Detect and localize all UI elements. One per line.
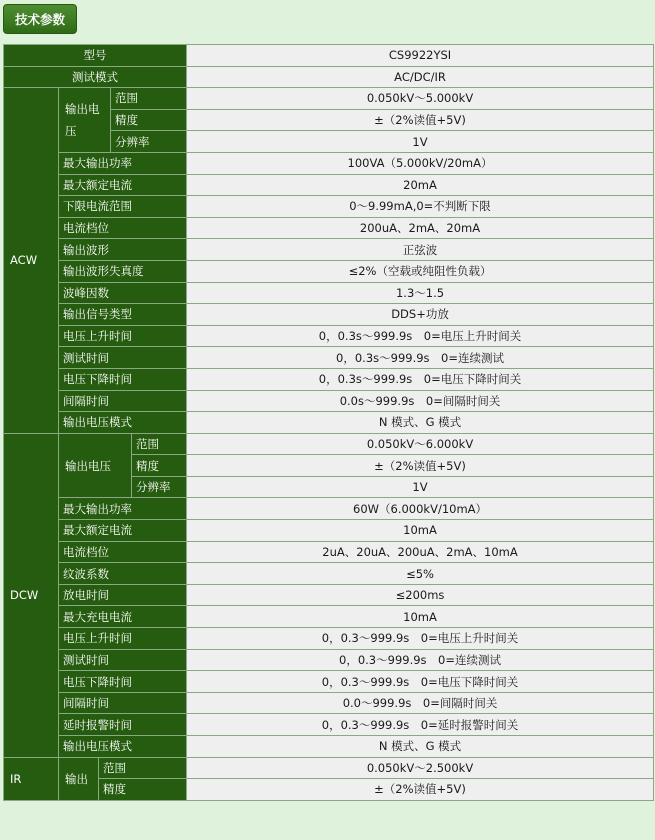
table-row bbox=[4, 282, 654, 304]
dcw-row-label: 延时报警时间 bbox=[59, 714, 187, 736]
acw-row-value: 正弦波 bbox=[187, 239, 654, 261]
dcw-row-value: 0，0.3～999.9s 0=连续测试 bbox=[187, 649, 654, 671]
table-row bbox=[4, 66, 654, 88]
table-row bbox=[4, 498, 654, 520]
table-row bbox=[4, 779, 654, 801]
acw-row-label: 输出波形 bbox=[59, 239, 187, 261]
table-row bbox=[4, 347, 654, 369]
table-row bbox=[4, 671, 654, 693]
model-label: 型号 bbox=[4, 45, 187, 67]
acw-row-label: 最大输出功率 bbox=[59, 152, 187, 174]
acw-row-value: 0～9.99mA,0=不判断下限 bbox=[187, 196, 654, 218]
dcw-row-value: N 模式、G 模式 bbox=[187, 736, 654, 758]
table-row bbox=[4, 520, 654, 542]
acw-row-value: DDS+功放 bbox=[187, 304, 654, 326]
acw-row-value: 20mA bbox=[187, 174, 654, 196]
acw-row-label: 测试时间 bbox=[59, 347, 187, 369]
acw-row-value: N 模式、G 模式 bbox=[187, 412, 654, 434]
ir-accuracy-value: ±（2%读值+5V) bbox=[187, 779, 654, 801]
dcw-row-label: 纹波系数 bbox=[59, 563, 187, 585]
dcw-row-value: 0，0.3～999.9s 0=电压上升时间关 bbox=[187, 628, 654, 650]
acw-row-value: 0，0.3s～999.9s 0=电压上升时间关 bbox=[187, 325, 654, 347]
dcw-resolution-label: 分辨率 bbox=[132, 476, 187, 498]
dcw-row-value: 10mA bbox=[187, 606, 654, 628]
table-row bbox=[4, 45, 654, 67]
acw-row-value: 200uA、2mA、20mA bbox=[187, 217, 654, 239]
acw-row-label: 下限电流范围 bbox=[59, 196, 187, 218]
ir-output-label: 输出 bbox=[59, 757, 99, 800]
table-row bbox=[4, 196, 654, 218]
dcw-row-label: 最大额定电流 bbox=[59, 520, 187, 542]
dcw-section-label: DCW bbox=[4, 433, 59, 757]
test-mode-value: AC/DC/IR bbox=[187, 66, 654, 88]
acw-row-value: ≤2%（空载或纯阻性负载） bbox=[187, 260, 654, 282]
acw-range-label: 范围 bbox=[111, 88, 187, 110]
acw-row-value: 1.3～1.5 bbox=[187, 282, 654, 304]
table-row bbox=[4, 606, 654, 628]
dcw-row-label: 电压上升时间 bbox=[59, 628, 187, 650]
ir-range-value: 0.050kV～2.500kV bbox=[187, 757, 654, 779]
table-row bbox=[4, 325, 654, 347]
acw-range-value: 0.050kV～5.000kV bbox=[187, 88, 654, 110]
acw-row-label: 电压上升时间 bbox=[59, 325, 187, 347]
ir-section-label: IR bbox=[4, 757, 59, 800]
dcw-output-voltage-label: 输出电压 bbox=[59, 433, 132, 498]
test-mode-label: 测试模式 bbox=[4, 66, 187, 88]
table-row bbox=[4, 433, 654, 455]
dcw-row-value: 0.0～999.9s 0=间隔时间关 bbox=[187, 692, 654, 714]
ir-accuracy-label: 精度 bbox=[99, 779, 187, 801]
table-row bbox=[4, 368, 654, 390]
dcw-row-label: 最大充电电流 bbox=[59, 606, 187, 628]
dcw-row-value: 0，0.3～999.9s 0=延时报警时间关 bbox=[187, 714, 654, 736]
table-row bbox=[4, 563, 654, 585]
dcw-row-label: 测试时间 bbox=[59, 649, 187, 671]
table-row bbox=[4, 217, 654, 239]
acw-row-value: 0，0.3s～999.9s 0=电压下降时间关 bbox=[187, 368, 654, 390]
dcw-resolution-value: 1V bbox=[187, 476, 654, 498]
table-row bbox=[4, 692, 654, 714]
table-row bbox=[4, 260, 654, 282]
table-row bbox=[4, 174, 654, 196]
model-value: CS9922YSI bbox=[187, 45, 654, 67]
acw-section-label: ACW bbox=[4, 88, 59, 434]
table-row bbox=[4, 412, 654, 434]
dcw-range-label: 范围 bbox=[132, 433, 187, 455]
dcw-row-label: 放电时间 bbox=[59, 584, 187, 606]
table-row bbox=[4, 736, 654, 758]
acw-row-value: 0.0s～999.9s 0=间隔时间关 bbox=[187, 390, 654, 412]
dcw-row-value: 2uA、20uA、200uA、2mA、10mA bbox=[187, 541, 654, 563]
acw-row-label: 电压下降时间 bbox=[59, 368, 187, 390]
header-band bbox=[0, 0, 655, 40]
table-row bbox=[4, 757, 654, 779]
table-row bbox=[4, 628, 654, 650]
dcw-row-value: 60W（6.000kV/10mA） bbox=[187, 498, 654, 520]
dcw-accuracy-label: 精度 bbox=[132, 455, 187, 477]
acw-row-value: 0，0.3s～999.9s 0=连续测试 bbox=[187, 347, 654, 369]
acw-row-label: 波峰因数 bbox=[59, 282, 187, 304]
table-row bbox=[4, 649, 654, 671]
dcw-accuracy-value: ±（2%读值+5V) bbox=[187, 455, 654, 477]
dcw-row-label: 电流档位 bbox=[59, 541, 187, 563]
acw-resolution-label: 分辨率 bbox=[111, 131, 187, 153]
acw-row-value: 100VA（5.000kV/20mA） bbox=[187, 152, 654, 174]
dcw-row-value: 10mA bbox=[187, 520, 654, 542]
acw-row-label: 输出波形失真度 bbox=[59, 260, 187, 282]
acw-output-voltage-label: 输出电压 bbox=[59, 88, 111, 153]
tab-tech-params[interactable]: 技术参数 bbox=[3, 4, 77, 34]
dcw-row-value: 0，0.3～999.9s 0=电压下降时间关 bbox=[187, 671, 654, 693]
acw-accuracy-label: 精度 bbox=[111, 109, 187, 131]
dcw-row-value: ≤200ms bbox=[187, 584, 654, 606]
table-row bbox=[4, 714, 654, 736]
acw-resolution-value: 1V bbox=[187, 131, 654, 153]
acw-row-label: 输出信号类型 bbox=[59, 304, 187, 326]
table-row bbox=[4, 152, 654, 174]
acw-row-label: 输出电压模式 bbox=[59, 412, 187, 434]
table-row bbox=[4, 304, 654, 326]
dcw-row-value: ≤5% bbox=[187, 563, 654, 585]
acw-row-label: 间隔时间 bbox=[59, 390, 187, 412]
table-row bbox=[4, 88, 654, 110]
acw-row-label: 电流档位 bbox=[59, 217, 187, 239]
dcw-row-label: 间隔时间 bbox=[59, 692, 187, 714]
table-row bbox=[4, 584, 654, 606]
dcw-row-label: 输出电压模式 bbox=[59, 736, 187, 758]
dcw-range-value: 0.050kV～6.000kV bbox=[187, 433, 654, 455]
ir-range-label: 范围 bbox=[99, 757, 187, 779]
table-row bbox=[4, 541, 654, 563]
table-row bbox=[4, 239, 654, 261]
acw-row-label: 最大额定电流 bbox=[59, 174, 187, 196]
table-row bbox=[4, 390, 654, 412]
dcw-row-label: 最大输出功率 bbox=[59, 498, 187, 520]
dcw-row-label: 电压下降时间 bbox=[59, 671, 187, 693]
acw-accuracy-value: ±（2%读值+5V) bbox=[187, 109, 654, 131]
spec-table bbox=[3, 44, 654, 801]
